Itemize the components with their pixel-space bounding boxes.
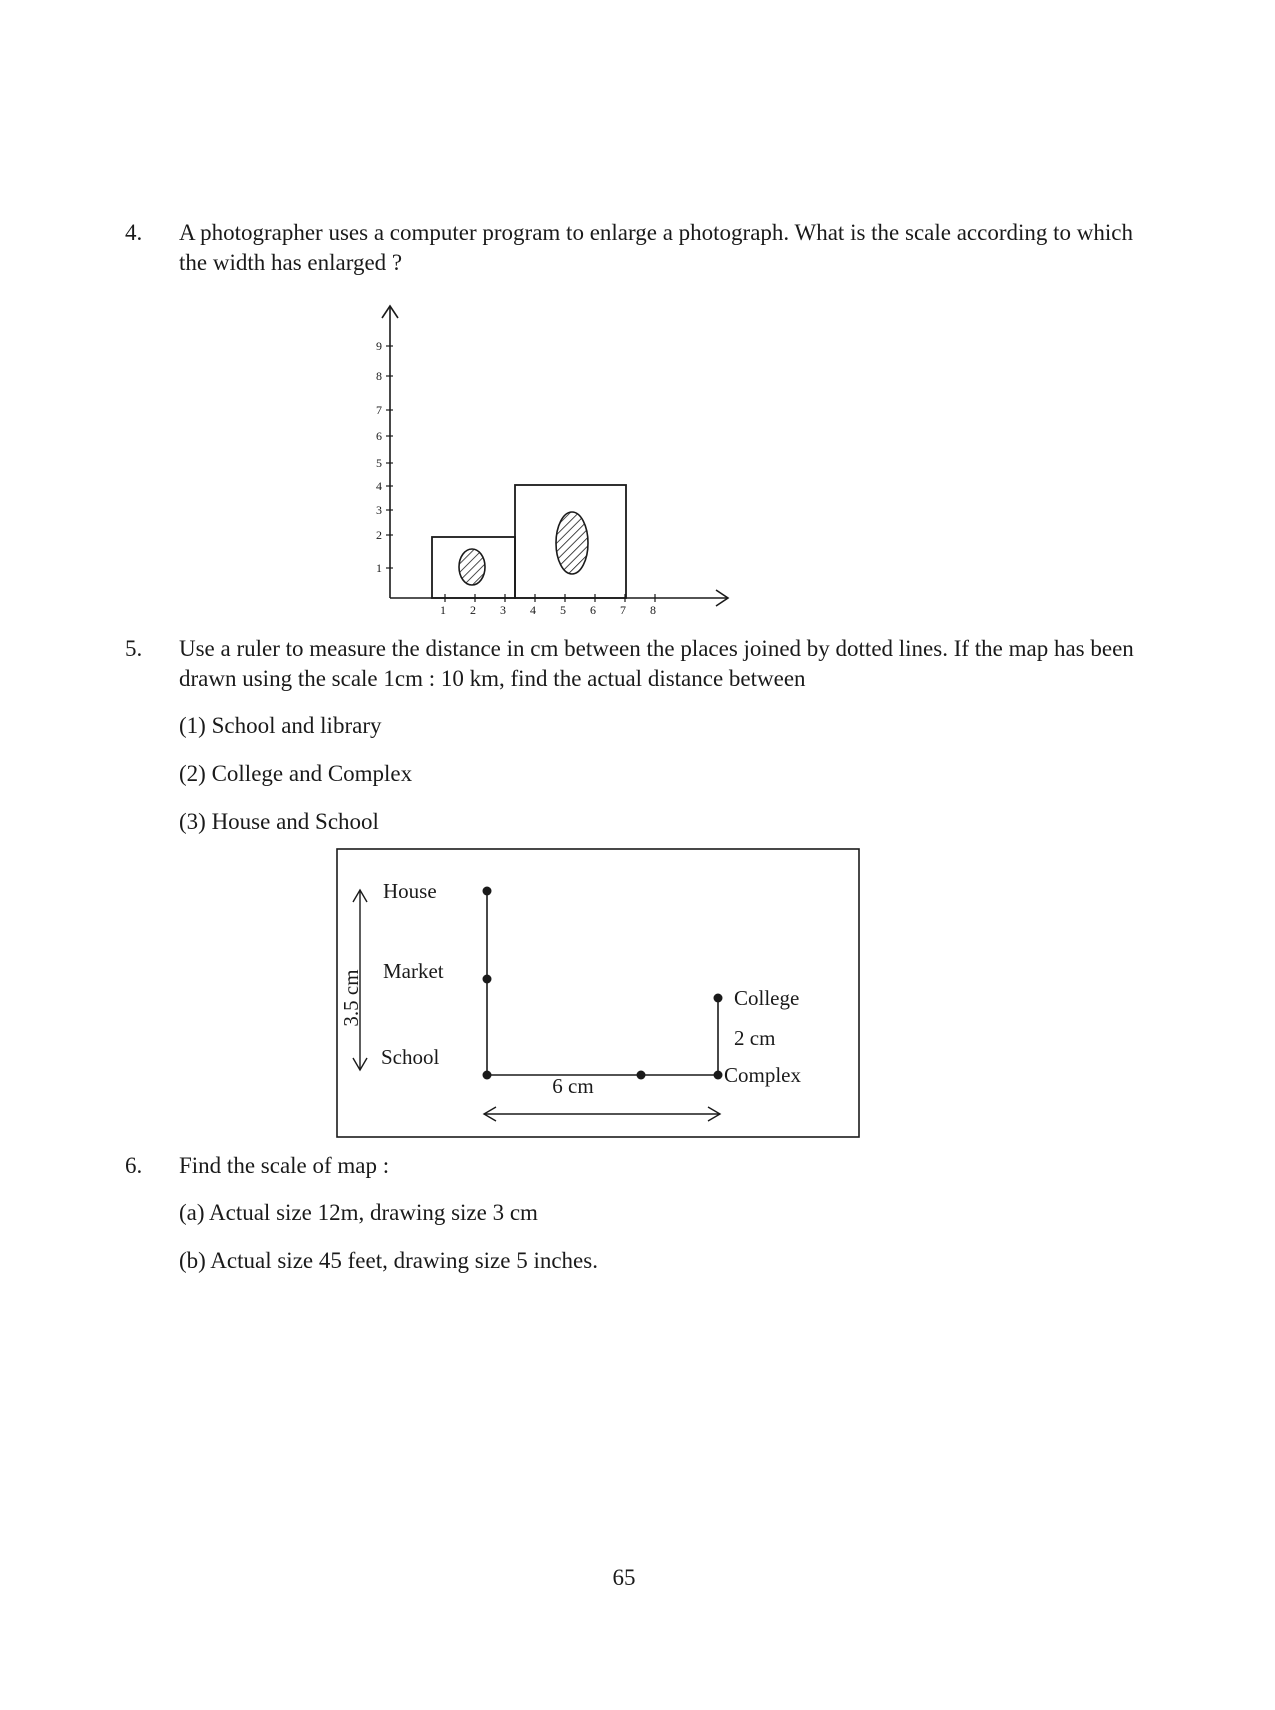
q5-text: Use a ruler to measure the distance in cm between the places joined by dotted lines. If the map has been drawn using the scale 1cm : 10 km, find the actual distance between: [179, 636, 1134, 691]
q6-item-a: (a) Actual size 12m, drawing size 3 cm: [179, 1200, 538, 1225]
market-label: Market: [383, 959, 444, 983]
y-tick-label: 9: [376, 339, 382, 353]
college-point: [714, 994, 723, 1003]
q6-item-b: (b) Actual size 45 feet, drawing size 5 inches.: [179, 1248, 598, 1273]
large-photo-ellipse: [556, 512, 588, 574]
x-tick-label: 7: [620, 603, 626, 617]
x-tick-label: 6: [590, 603, 596, 617]
complex-point: [714, 1071, 723, 1080]
y-tick-label: 5: [376, 456, 382, 470]
college-dimension-label: 2 cm: [734, 1026, 776, 1050]
q4-text: A photographer uses a computer program to enlarge a photograph. What is the scale according to which the width has enlarged ?: [179, 220, 1133, 275]
q4-enlargement-figure: [360, 298, 740, 618]
y-tick-label: 4: [376, 479, 382, 493]
x-tick-label: 5: [560, 603, 566, 617]
school-point: [483, 1071, 492, 1080]
q4-number: 4.: [125, 220, 143, 245]
horizontal-dimension-label: 6 cm: [552, 1074, 594, 1098]
x-tick-label: 8: [650, 603, 656, 617]
y-tick-label: 3: [376, 503, 382, 517]
y-tick-label: 1: [376, 561, 382, 575]
q5-item-2: (2) College and Complex: [179, 761, 413, 786]
x-tick-label: 3: [500, 603, 506, 617]
x-tick-label: 2: [470, 603, 476, 617]
college-label: College: [734, 986, 800, 1010]
q6-text: Find the scale of map :: [179, 1153, 390, 1178]
market-point: [483, 975, 492, 984]
complex-label: Complex: [724, 1063, 801, 1087]
q5-item-1: (1) School and library: [179, 713, 382, 738]
y-tick-label: 7: [376, 403, 382, 417]
y-tick-label: 8: [376, 369, 382, 383]
house-point: [483, 887, 492, 896]
mid-point: [637, 1071, 646, 1080]
house-label: House: [383, 879, 437, 903]
y-tick-label: 2: [376, 528, 382, 542]
school-label: School: [381, 1045, 440, 1069]
y-tick-label: 6: [376, 429, 382, 443]
x-tick-label: 4: [530, 603, 536, 617]
q6-number: 6.: [125, 1153, 143, 1178]
vertical-dimension-label: 3.5 cm: [339, 969, 363, 1027]
q5-item-3: (3) House and School: [179, 809, 379, 834]
q5-map-figure: [336, 848, 862, 1140]
x-tick-label: 1: [440, 603, 446, 617]
page-number: 65: [612, 1565, 636, 1590]
q5-number: 5.: [125, 636, 143, 661]
small-photo-ellipse: [459, 549, 485, 585]
